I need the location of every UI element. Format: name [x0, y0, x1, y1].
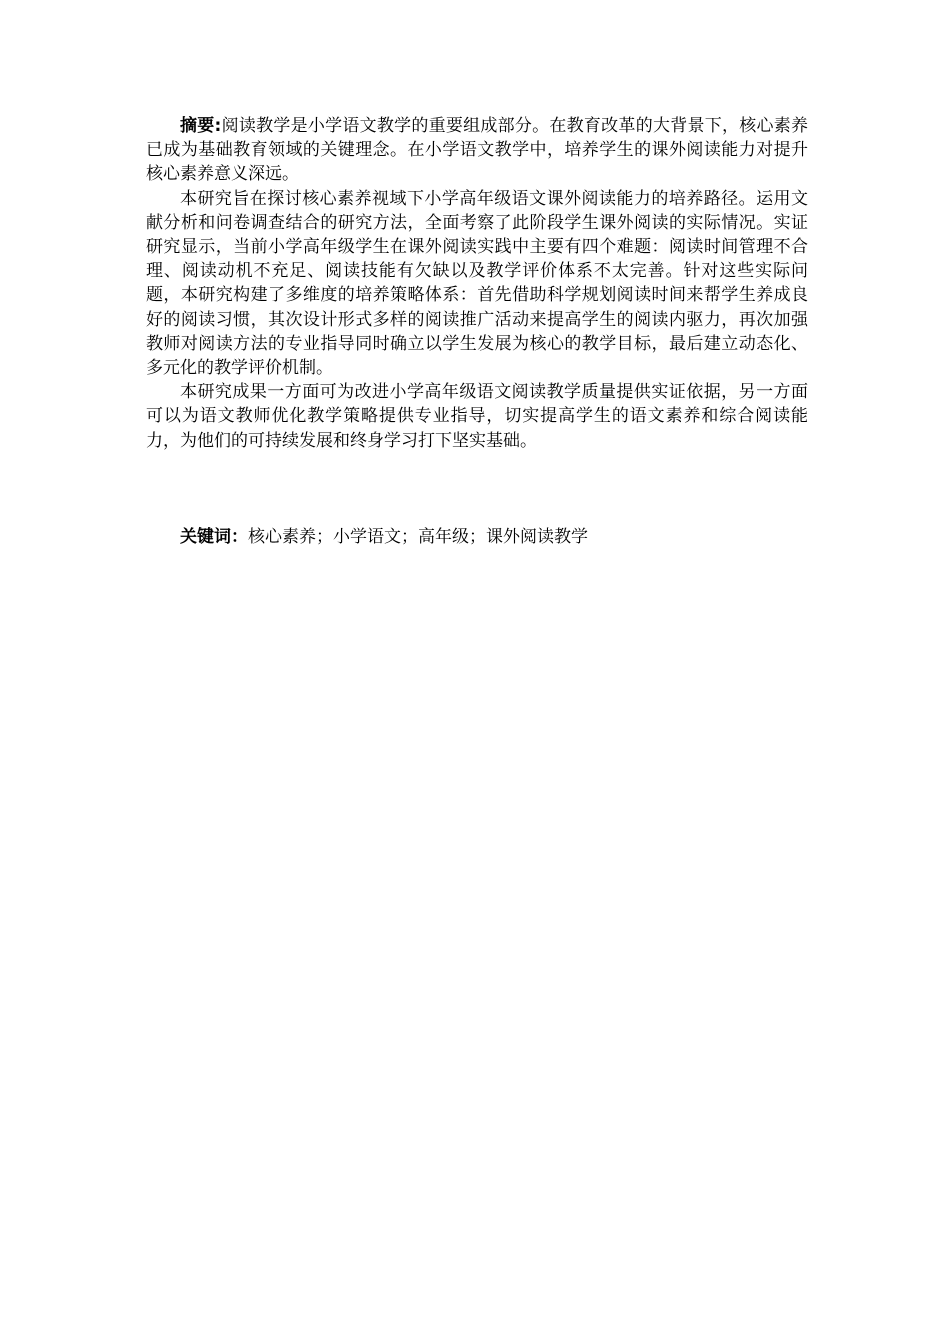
abstract-section — [146, 114, 808, 453]
abstract-paragraph-3: 本研究成果一方面可为改进小学高年级语文阅读教学质量提供实证依据，另一方面可以为语文教师优化教学策略提供专业指导，切实提高学生的语文素养和综合阅读能力，为他们的可持续发展和终身学习打下坚实基础。 — [146, 382, 808, 451]
keywords-label: 关键词： — [180, 527, 248, 547]
keywords-section — [146, 525, 808, 549]
keywords-text: 核心素养；小学语文；高年级；课外阅读教学 — [248, 527, 588, 547]
abstract-paragraph-1 — [146, 114, 808, 187]
abstract-paragraph-1-text: 阅读教学是小学语文教学的重要组成部分。在教育改革的大背景下，核心素养已成为基础教育领域的关键理念。在小学语文教学中，培养学生的课外阅读能力对提升核心素养意义深远。 — [146, 116, 808, 185]
abstract-paragraph-2: 本研究旨在探讨核心素养视域下小学高年级语文课外阅读能力的培养路径。运用文献分析和问卷调查结合的研究方法，全面考察了此阶段学生课外阅读的实际情况。实证研究显示，当前小学高年级学生在课外阅读实践中主要有四个难题：阅读时间管理不合理、阅读动机不充足、阅读技能有欠缺以及教学评价体系不太完善。针对这些实际问题，本研究构建了多维度的培养策略体系：首先借助科学规划阅读时间来帮学生养成良好的阅读习惯，其次设计形式多样的阅读推广活动来提高学生的阅读内驱力，再次加强教师对阅读方法的专业指导同时确立以学生发展为核心的教学目标，最后建立动态化、多元化的教学评价机制。 — [146, 188, 808, 379]
abstract-label: 摘要: — [180, 116, 222, 136]
